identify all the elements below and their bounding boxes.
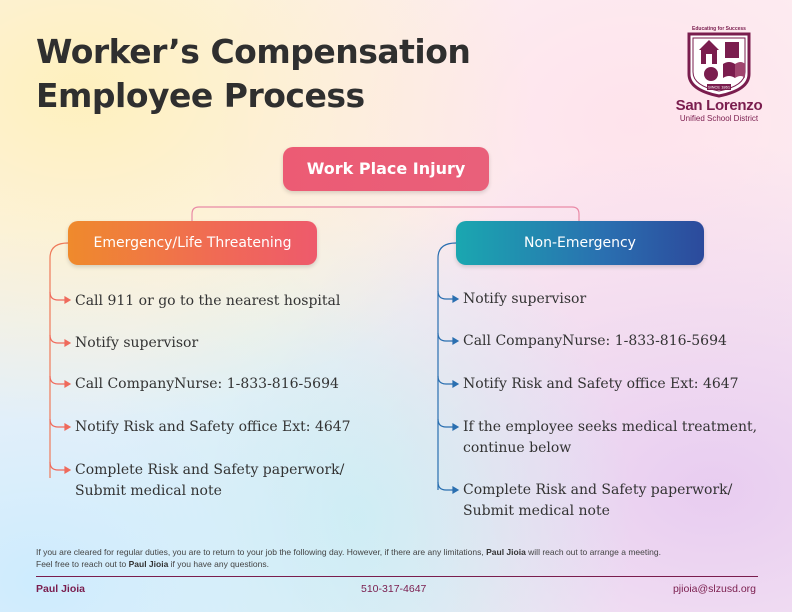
- logo-arc-text: Educating for Success: [692, 26, 746, 32]
- non-emergency-step-5-line-2: Submit medical note: [463, 503, 610, 519]
- footer-phone: 510-317-4647: [361, 583, 427, 595]
- district-name: San Lorenzo: [675, 97, 763, 114]
- non-emergency-step-4-line-1: If the employee seeks medical treatment,: [463, 419, 758, 435]
- footer-note-name-2: Paul Jioia: [128, 559, 169, 569]
- non-emergency-step-5: [463, 480, 732, 522]
- emergency-step-5: [75, 460, 344, 502]
- footer-divider: [36, 576, 758, 577]
- non-emergency-step-4: [463, 417, 757, 459]
- non-emergency-step-3: Notify Risk and Safety office Ext: 4647: [463, 376, 739, 392]
- non-emergency-step-1: Notify supervisor: [463, 291, 587, 307]
- footer-contact-name: Paul Jioia: [36, 583, 86, 595]
- non-emergency-step-2: Call CompanyNurse: 1-833-816-5694: [463, 333, 727, 349]
- district-subtitle: Unified School District: [679, 114, 759, 123]
- non-emergency-box: Non-Emergency: [456, 221, 704, 265]
- footer-note-name-1: Paul Jioia: [486, 547, 526, 557]
- footer-email: pjioia@slzusd.org: [672, 583, 756, 595]
- title-line-2: Employee Process: [36, 76, 365, 115]
- non-emergency-step-5-line-1: Complete Risk and Safety paperwork/: [463, 482, 733, 498]
- emergency-step-5-line-1: Complete Risk and Safety paperwork/: [75, 462, 345, 478]
- emergency-step-5-line-2: Submit medical note: [75, 483, 222, 499]
- title-line-1: Worker’s Compensation: [36, 32, 471, 71]
- emergency-step-4: Notify Risk and Safety office Ext: 4647: [75, 419, 351, 435]
- work-place-injury-box: Work Place Injury: [283, 147, 489, 191]
- logo-since-text: SINCE 1861: [707, 84, 731, 90]
- emergency-step-2: Notify supervisor: [75, 335, 199, 351]
- emergency-box: Emergency/Life Threatening: [68, 221, 317, 265]
- footer-note: If you are cleared for regular duties, you are to return to your job the following day. However, if there are any limitations, Paul Jioia will reach out to arrange a meeting. Feel free to reach out to Paul Jioia if you have any questions.: [36, 547, 661, 569]
- non-emergency-step-4-line-2: continue below: [463, 440, 572, 456]
- emergency-step-1: Call 911 or go to the nearest hospital: [75, 293, 341, 309]
- emergency-step-3: Call CompanyNurse: 1-833-816-5694: [75, 376, 339, 392]
